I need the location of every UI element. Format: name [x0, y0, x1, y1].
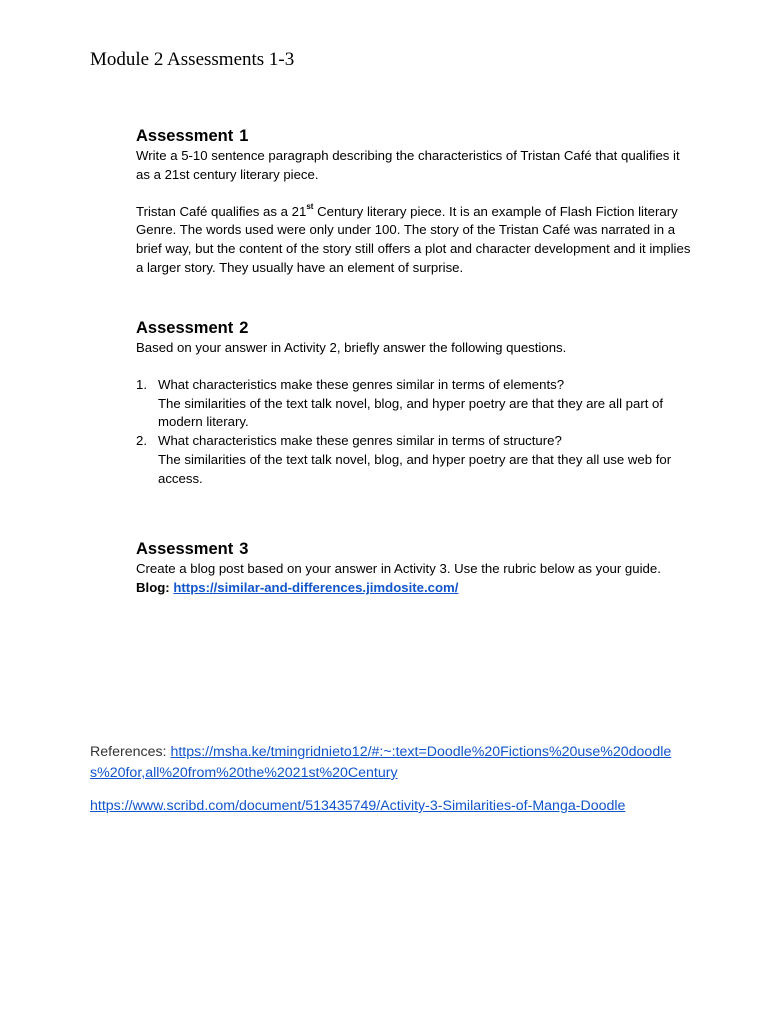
- blog-label: Blog:: [136, 579, 174, 595]
- assessment-2-heading-number: 2: [239, 319, 249, 337]
- question-answer: The similarities of the text talk novel, blog, and hyper poetry are that they all use web for access.: [158, 451, 672, 486]
- question-answer: The similarities of the text talk novel, blog, and hyper poetry are that they are all part of modern literary.: [158, 395, 664, 430]
- reference-2-line: [90, 796, 730, 817]
- assessment-2-heading-word: Assessment: [136, 319, 234, 337]
- assessment-1-heading-word: Assessment: [136, 127, 234, 145]
- reference-link-1[interactable]: https://msha.ke/tmingridnieto12/#:~:text=Doodle%20Fictions%20use%20doodles%20for,all%20from%20the%2021st%20Century: [90, 744, 672, 781]
- references-label: References:: [90, 744, 171, 760]
- reference-link-2[interactable]: https://www.scribd.com/document/513435749/Activity-3-Similarities-of-Manga-Doodle: [90, 798, 626, 814]
- assessment-3-heading-number: 3: [239, 540, 249, 558]
- assessment-1-answer-superscript: st: [306, 202, 314, 212]
- assessment-1-section: [136, 126, 696, 278]
- assessment-1-answer: [136, 203, 696, 278]
- blog-link[interactable]: https://similar-and-differences.jimdosite.com/: [173, 579, 459, 595]
- assessment-3-heading-word: Assessment: [136, 540, 234, 558]
- references-block: [90, 742, 690, 784]
- assessment-3-prompt: Create a blog post based on your answer in Activity 3. Use the rubric below as your guide.: [136, 561, 661, 576]
- assessment-2-heading: [136, 318, 696, 338]
- question-number: 2.: [136, 433, 147, 449]
- list-item: [136, 432, 696, 488]
- question-text: What characteristics make these genres similar in terms of structure?: [158, 433, 562, 449]
- assessment-2-question-list: [136, 376, 696, 489]
- assessment-3-heading: [136, 539, 696, 559]
- assessment-2-prompt: Based on your answer in Activity 2, briefly answer the following questions.: [136, 340, 567, 355]
- assessment-1-answer-start: Tristan Café qualifies as a 21: [136, 203, 307, 219]
- question-number: 1.: [136, 376, 147, 392]
- question-text: What characteristics make these genres similar in terms of elements?: [158, 376, 565, 392]
- list-item: [136, 376, 696, 432]
- assessment-1-answer-rest: Century literary piece. It is an example of Flash Fiction literary Genre. The words used were only under 100. The story of the Tristan Café was narrated in a brief way, but the content of the story still offers a plot and character development and it implies a larger story. They usually have an element of surprise.: [136, 203, 691, 275]
- assessment-1-prompt: Write a 5-10 sentence paragraph describing the characteristics of Tristan Café that qualifies it as a 21st century literary piece.: [136, 148, 680, 182]
- assessment-1-heading-number: 1: [239, 127, 249, 145]
- document-title: Module 2 Assessments 1-3: [90, 49, 295, 70]
- assessment-3-section: [136, 539, 696, 598]
- assessment-1-heading: [136, 126, 696, 146]
- blog-line: [136, 579, 696, 598]
- assessment-2-section: [136, 318, 696, 489]
